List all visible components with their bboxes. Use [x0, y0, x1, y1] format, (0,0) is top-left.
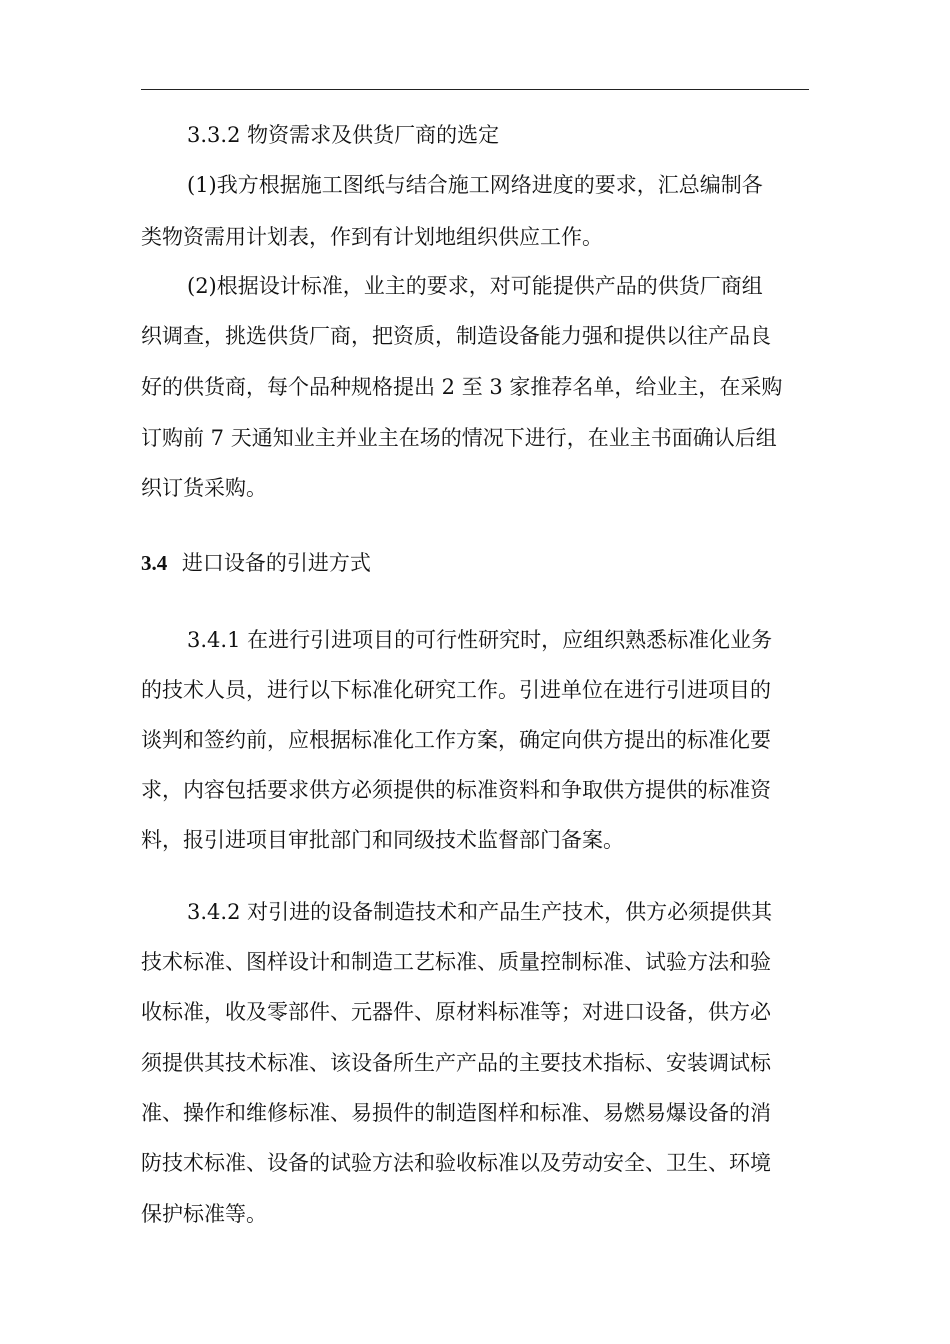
paragraph-line: 料，报引进项目审批部门和同级技术监督部门备案。 — [141, 828, 624, 852]
paragraph-line: 收标准，收及零部件、元器件、原材料标准等；对进口设备，供方必 — [141, 1000, 771, 1024]
paragraph-line: 求，内容包括要求供方必须提供的标准资料和争取供方提供的标准资 — [141, 778, 771, 802]
paragraph-line: 的技术人员，进行以下标准化研究工作。引进单位在进行引进项目的 — [141, 678, 771, 702]
paragraph-line: 保护标准等。 — [141, 1202, 267, 1226]
paragraph-line: 订购前 7 天通知业主并业主在场的情况下进行，在业主书面确认后组 — [141, 426, 777, 450]
paragraph-line: 3.4.1 在进行引进项目的可行性研究时，应组织熟悉标准化业务 — [187, 628, 773, 652]
paragraph-line: 谈判和签约前，应根据标准化工作方案，确定向供方提出的标准化要 — [141, 728, 771, 752]
paragraph-line: 须提供其技术标准、该设备所生产产品的主要技术指标、安装调试标 — [141, 1051, 771, 1075]
paragraph-line: 技术标准、图样设计和制造工艺标准、质量控制标准、试验方法和验 — [141, 950, 771, 974]
section-title: 进口设备的引进方式 — [181, 551, 371, 575]
paragraph-line: 织订货采购。 — [141, 476, 267, 500]
paragraph-line: 3.4.2 对引进的设备制造技术和产品生产技术，供方必须提供其 — [187, 900, 773, 924]
section-heading-3-4 — [141, 545, 950, 581]
paragraph-line: (1)我方根据施工图纸与结合施工网络进度的要求，汇总编制各 — [187, 173, 763, 197]
paragraph-line: 准、操作和维修标准、易损件的制造图样和标准、易燃易爆设备的消 — [141, 1101, 771, 1125]
paragraph-line: 好的供货商，每个品种规格提出 2 至 3 家推荐名单，给业主，在采购 — [141, 375, 783, 399]
paragraph-line: 防技术标准、设备的试验方法和验收标准以及劳动安全、卫生、环境 — [141, 1151, 771, 1175]
subsection-heading-3-3-2: 3.3.2 物资需求及供货厂商的选定 — [187, 123, 500, 147]
paragraph-line: 类物资需用计划表，作到有计划地组织供应工作。 — [141, 225, 603, 249]
section-number: 3.4 — [141, 551, 168, 575]
header-rule — [141, 89, 809, 90]
paragraph-line: 织调查，挑选供货厂商，把资质，制造设备能力强和提供以往产品良 — [141, 324, 771, 348]
paragraph-line: (2)根据设计标准，业主的要求，对可能提供产品的供货厂商组 — [187, 274, 763, 298]
